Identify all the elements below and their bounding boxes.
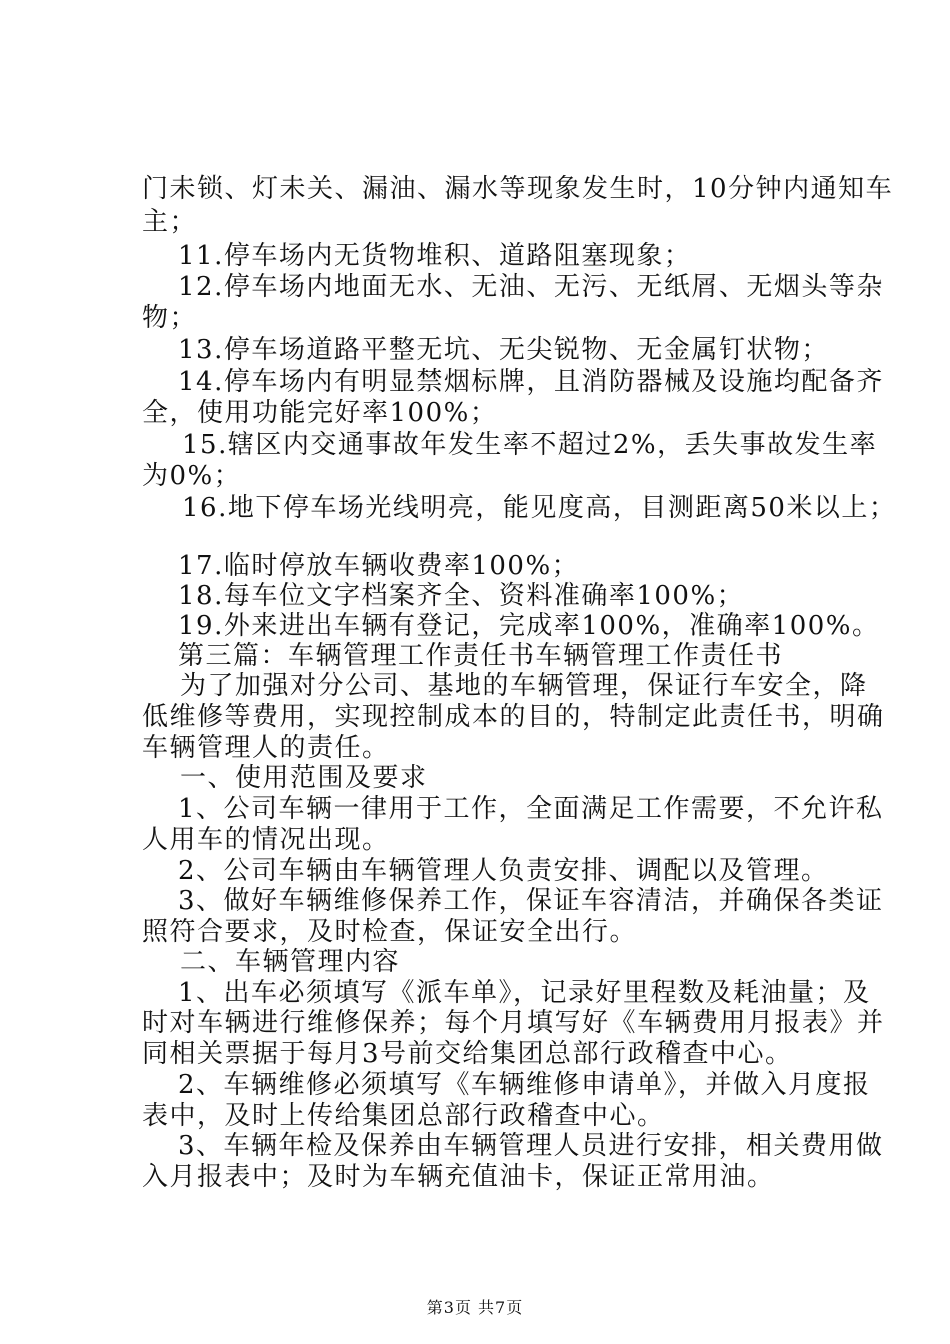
text-line: 入月报表中；及时为车辆充值油卡，保证正常用油。 [142, 1162, 775, 1192]
section-heading: 二、车辆管理内容 [180, 947, 401, 977]
text-line: 时对车辆进行维修保养；每个月填写好《车辆费用月报表》并 [142, 1008, 885, 1038]
text-line: 17.临时停放车辆收费率100%； [178, 551, 580, 581]
text-line: 1、公司车辆一律用于工作，全面满足工作需要，不允许私 [178, 794, 884, 824]
section-heading: 第三篇：车辆管理工作责任书车辆管理工作责任书 [178, 641, 784, 671]
text-line: 14.停车场内有明显禁烟标牌，且消防器械及设施均配备齐 [178, 367, 884, 397]
text-line: 门未锁、灯未关、漏油、漏水等现象发生时，10分钟内通知车 [142, 174, 894, 204]
text-line: 人用车的情况出现。 [142, 825, 390, 855]
text-line: 全，使用功能完好率100%； [142, 398, 498, 428]
text-line: 18.每车位文字档案齐全、资料准确率100%； [178, 581, 745, 611]
text-line: 1、出车必须填写《派车单》，记录好里程数及耗油量；及 [178, 978, 871, 1008]
text-line: 11.停车场内无货物堆积、道路阻塞现象； [178, 241, 692, 271]
text-line: 表中，及时上传给集团总部行政稽查中心。 [142, 1101, 665, 1131]
text-line: 主； [142, 207, 198, 237]
section-heading: 一、使用范围及要求 [180, 763, 428, 793]
text-line: 3、做好车辆维修保养工作，保证车容清洁，并确保各类证 [178, 886, 884, 916]
text-line: 为了加强对分公司、基地的车辆管理，保证行车安全，降 [180, 671, 868, 701]
text-line: 低维修等费用，实现控制成本的目的，特制定此责任书，明确 [142, 702, 885, 732]
text-line: 2、车辆维修必须填写《车辆维修申请单》，并做入月度报 [178, 1070, 871, 1100]
text-line: 2、公司车辆由车辆管理人负责安排、调配以及管理。 [178, 856, 829, 886]
text-line: 为0%； [142, 461, 242, 491]
text-line: 照符合要求，及时检查，保证安全出行。 [142, 917, 638, 947]
text-line: 物； [142, 303, 198, 333]
text-line: 13.停车场道路平整无坑、无尖锐物、无金属钉状物； [178, 335, 829, 365]
text-line: 车辆管理人的责任。 [142, 733, 390, 763]
text-line: 19.外来进出车辆有登记，完成率100%，准确率100%。 [178, 611, 880, 641]
page-number-footer: 第3页 共7页 [426, 1298, 524, 1317]
text-line: 16.地下停车场光线明亮，能见度高，目测距离50米以上； [182, 493, 897, 523]
text-line: 12.停车场内地面无水、无油、无污、无纸屑、无烟头等杂 [178, 272, 884, 302]
text-line: 同相关票据于每月3号前交给集团总部行政稽查中心。 [142, 1039, 793, 1069]
text-line: 3、车辆年检及保养由车辆管理人员进行安排，相关费用做 [178, 1131, 884, 1161]
text-line: 15.辖区内交通事故年发生率不超过2%，丢失事故发生率 [182, 430, 878, 460]
